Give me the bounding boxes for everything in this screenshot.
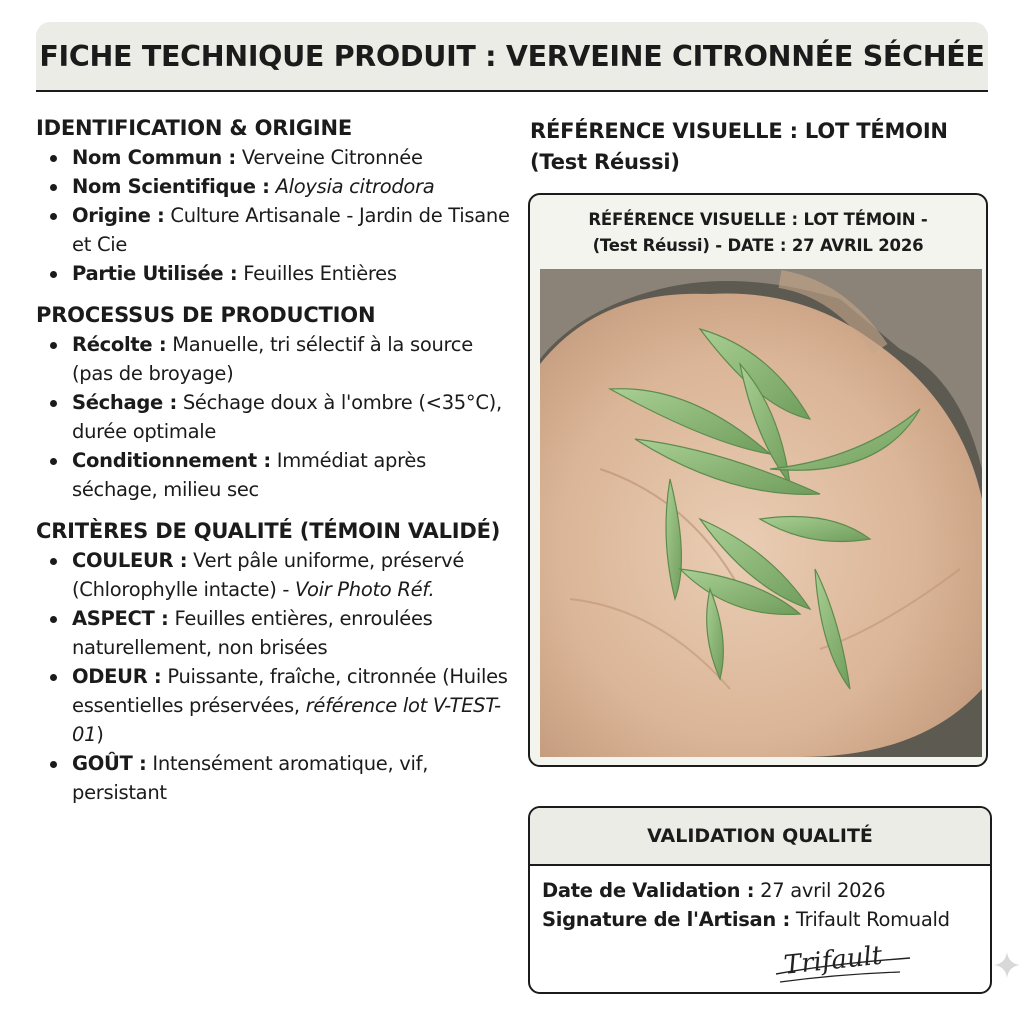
item-value: Culture Artisanale - Jardin de Tisane et Cie	[72, 204, 510, 256]
list-item	[36, 172, 514, 201]
item-label: Nom Scientifique :	[72, 175, 270, 198]
validation-date-label: Date de Validation :	[542, 879, 755, 902]
list-item	[36, 446, 514, 504]
item-value: Aloysia citrodora	[275, 175, 435, 198]
list-item	[36, 330, 514, 388]
sparkle-icon	[992, 950, 1022, 980]
quality-list	[36, 546, 514, 807]
list-item	[36, 662, 514, 749]
item-note: référence lot V-TEST-01	[72, 694, 501, 746]
item-label: ODEUR :	[72, 665, 162, 688]
item-value: Manuelle, tri sélectif à la source (pas de broyage)	[72, 333, 473, 385]
validation-date-value: 27 avril 2026	[760, 879, 886, 902]
validation-signature-label: Signature de l'Artisan :	[542, 908, 790, 931]
item-tail: )	[96, 723, 104, 746]
photo-caption-line1: RÉFÉRENCE VISUELLE : LOT TÉMOIN -	[588, 210, 928, 229]
item-value: Immédiat après séchage, milieu sec	[72, 449, 426, 501]
validation-date	[542, 876, 990, 905]
item-label: Séchage :	[72, 391, 177, 414]
list-item	[36, 388, 514, 446]
item-label: GOÛT :	[72, 752, 147, 775]
section-title-production: PROCESSUS DE PRODUCTION	[36, 303, 376, 327]
photo-caption-line2: (Test Réussi) - DATE : 27 AVRIL 2026	[592, 236, 924, 255]
dried-leaves-photo	[540, 269, 982, 757]
title-bar	[36, 22, 988, 92]
list-item	[36, 749, 514, 807]
section-title-quality: CRITÈRES DE QUALITÉ (TÉMOIN VALIDÉ)	[36, 519, 501, 543]
validation-body	[530, 866, 990, 934]
photo-card	[528, 193, 988, 767]
validation-signature	[542, 905, 990, 934]
visual-reference-title-line2: (Test Réussi)	[530, 150, 680, 174]
signature-script: Trifault	[782, 940, 884, 981]
item-label: Origine :	[72, 204, 165, 227]
item-label: ASPECT :	[72, 607, 169, 630]
item-value: Séchage doux à l'ombre (<35°C), durée optimale	[72, 391, 502, 443]
item-label: Récolte :	[72, 333, 167, 356]
item-value: Feuilles entières, enroulées naturellement, non brisées	[72, 607, 433, 659]
item-label: Conditionnement :	[72, 449, 271, 472]
list-item	[36, 201, 514, 259]
section-title-identification: IDENTIFICATION & ORIGINE	[36, 116, 353, 140]
item-value: Vert pâle uniforme, préservé (Chlorophylle intacte) -	[72, 549, 465, 601]
item-label: Partie Utilisée :	[72, 262, 238, 285]
identification-list	[36, 143, 514, 288]
visual-reference-title-line1: RÉFÉRENCE VISUELLE : LOT TÉMOIN	[530, 119, 948, 143]
list-item	[36, 143, 514, 172]
item-label: COULEUR :	[72, 549, 188, 572]
left-column	[36, 116, 514, 822]
validation-signature-value: Trifault Romuald	[795, 908, 950, 931]
item-value: Feuilles Entières	[243, 262, 397, 285]
item-note: Voir Photo Réf.	[295, 578, 435, 601]
validation-title: VALIDATION QUALITÉ	[530, 808, 990, 866]
validation-card	[528, 806, 992, 994]
production-list	[36, 330, 514, 504]
list-item	[36, 259, 514, 288]
list-item	[36, 604, 514, 662]
visual-reference-title	[530, 116, 990, 178]
page-title: FICHE TECHNIQUE PRODUIT : VERVEINE CITRONNÉE SÉCHÉE	[39, 39, 985, 73]
item-label: Nom Commun :	[72, 146, 236, 169]
item-value: Intensément aromatique, vif, persistant	[72, 752, 429, 804]
handwritten-signature-icon	[770, 928, 920, 990]
list-item	[36, 546, 514, 604]
item-value: Puissante, fraîche, citronnée (Huiles essentielles préservées,	[72, 665, 508, 717]
item-value: Verveine Citronnée	[241, 146, 423, 169]
photo-caption	[530, 207, 986, 259]
